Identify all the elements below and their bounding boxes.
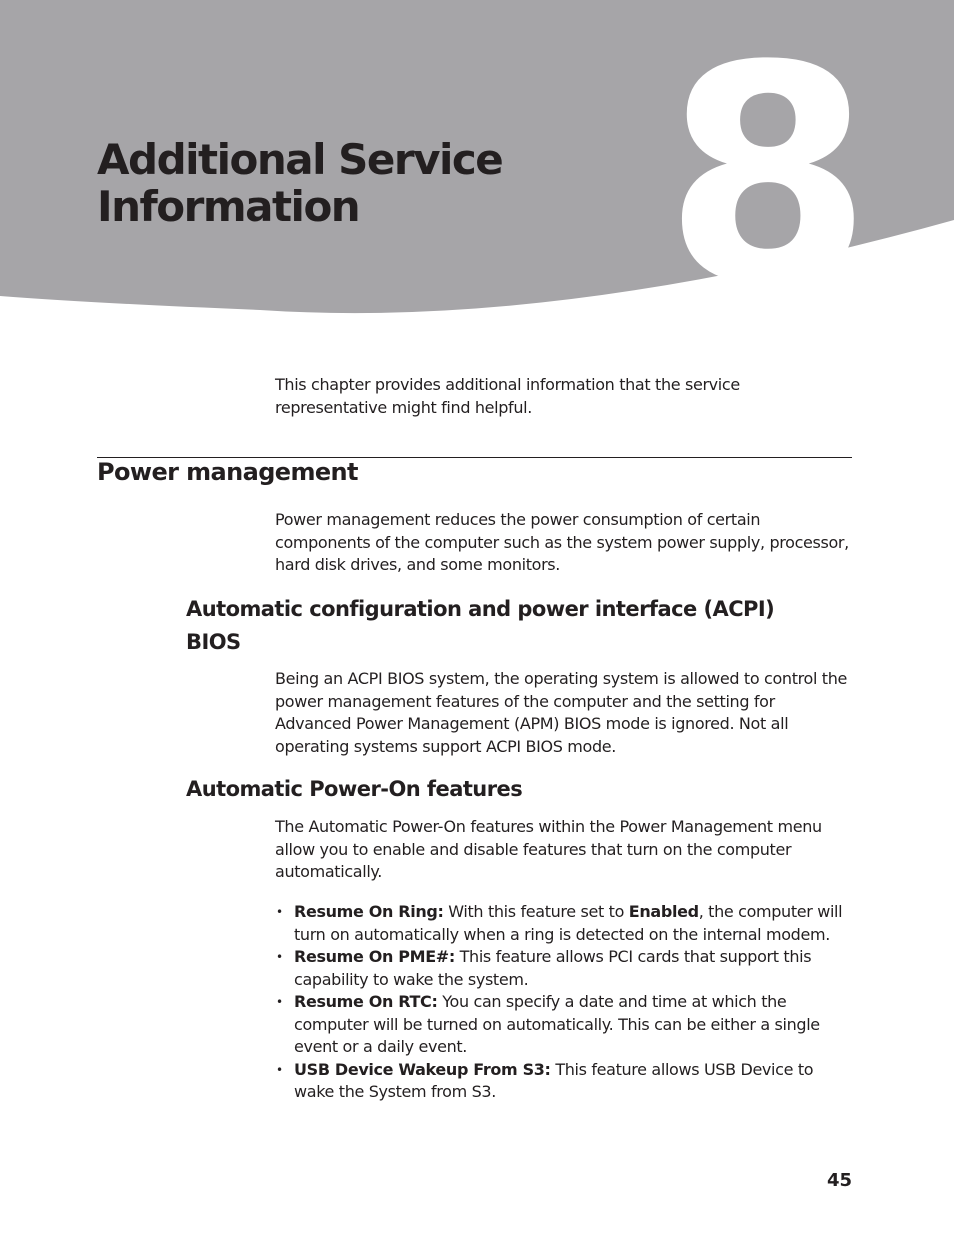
bullet-icon: • — [276, 995, 283, 1009]
feature-text: You can specify a date and time at which the computer will be turned on automatically. This can be either a single event or a daily event. — [294, 992, 820, 1056]
bullet-icon: • — [276, 905, 283, 919]
acpi-bios-heading: Automatic configuration and power interface (ACPI) BIOS — [186, 597, 775, 654]
feature-text-after: , the computer will turn on automatically when a ring is detected on the internal modem. — [294, 902, 843, 944]
power-management-paragraph: Power management reduces the power consumption of certain components of the computer such as the system power supply, processor, hard disk drives, and some monitors. — [275, 510, 849, 574]
feature-emphasis: Enabled — [628, 902, 699, 921]
feature-text: This feature allows PCI cards that support this capability to wake the system. — [294, 947, 812, 989]
list-item — [275, 946, 850, 991]
auto-power-on-paragraph: The Automatic Power-On features within the Power Management menu allow you to enable and disable features that turn on the computer automatically. — [275, 817, 822, 881]
feature-text: This feature allows USB Device to wake the System from S3. — [294, 1059, 814, 1101]
auto-power-on-heading: Automatic Power-On features — [186, 777, 523, 801]
list-item — [275, 1059, 850, 1104]
chapter-number: 8 — [663, 2, 873, 330]
acpi-bios-paragraph: Being an ACPI BIOS system, the operating system is allowed to control the power management features of the computer and the setting for Advanced Power Management (APM) BIOS mode is ignored. Not all operating systems support ACPI BIOS mode. — [275, 669, 847, 756]
feature-text: With this feature set to — [443, 902, 629, 921]
bullet-icon: • — [276, 950, 283, 964]
feature-term: Resume On Ring: — [294, 902, 444, 921]
chapter-title — [97, 136, 502, 230]
chapter-title-line-2: Information — [97, 182, 360, 231]
feature-term: Resume On RTC: — [294, 992, 438, 1011]
list-item — [275, 901, 850, 946]
feature-term: Resume On PME#: — [294, 947, 455, 966]
bullet-icon: • — [276, 1062, 283, 1077]
page-number: 45 — [826, 1170, 852, 1191]
chapter-title-line-1: Additional Service — [97, 135, 503, 184]
power-management-heading: Power management — [97, 458, 358, 486]
intro-paragraph: This chapter provides additional information that the service representative might find helpful. — [275, 375, 740, 417]
list-item — [275, 991, 850, 1059]
feature-term: USB Device Wakeup From S3: — [294, 1059, 551, 1079]
power-on-feature-list — [275, 901, 850, 1104]
